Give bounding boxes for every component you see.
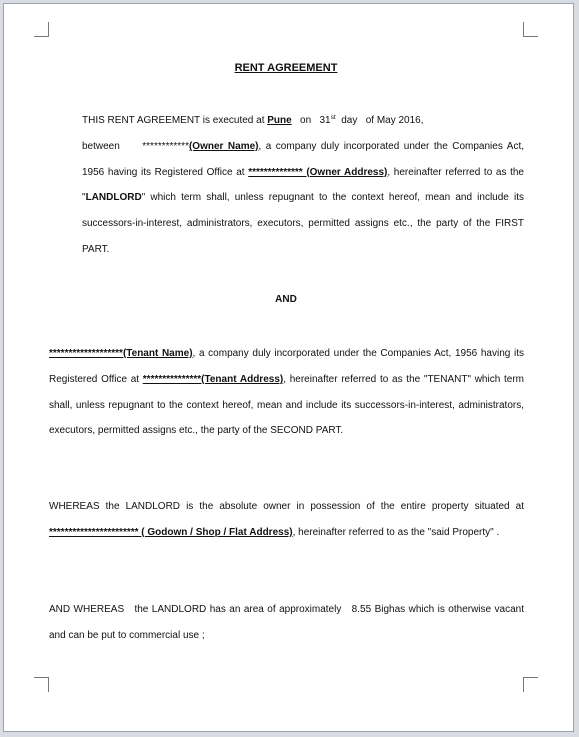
tenant-text-2: , hereinafter referred to as the "TENANT" which term shall, unless repugnant to the context hereof, mean and include its successors-in-interest, administrators, executors, permitted assigns etc., the party of the SECOND PART. <box>49 373 524 437</box>
whereas-text-1: WHEREAS the LANDLORD is the absolute owner in possession of the entire property situated at <box>49 501 524 512</box>
landlord-term: LANDLORD <box>85 192 142 204</box>
intro-text-3: day of May 2016, <box>335 115 424 126</box>
and-heading: AND <box>275 294 297 305</box>
whereas-text-2: , hereinafter referred to as the "said Property" . <box>292 526 500 538</box>
intro-text-6: , hereinafter referred to as the " <box>82 166 524 204</box>
and-whereas-paragraph: AND WHEREAS the LANDLORD has an area of approximately 8.55 Bighas which is otherwise vacant and can be put to commercial use ; <box>49 604 527 641</box>
place-name: Pune <box>267 115 292 126</box>
crop-mark-top-left <box>34 22 49 37</box>
intro-text-1: THIS RENT AGREEMENT is executed at <box>82 115 268 126</box>
tenant-text-1: , a company duly incorporated under the Companies Act, 1956 having its Registered Office at <box>49 348 524 385</box>
crop-mark-bottom-right <box>523 677 538 692</box>
intro-text-5: , a company duly incorporated under the Companies Act, 1956 having its Registered Office at <box>82 140 525 178</box>
owner-address-placeholder: ************** (Owner Address) <box>248 166 388 178</box>
intro-text-7: " which term shall, unless repugnant to the context hereof, mean and include its successors-in-interest, administrators, executors, permitted assigns etc., the party of the FIRST PART. <box>82 192 524 255</box>
tenant-name-placeholder: *******************(Tenant Name) <box>49 348 193 359</box>
crop-mark-bottom-left <box>34 677 49 692</box>
whereas-paragraph <box>49 494 524 546</box>
intro-paragraph <box>82 108 524 263</box>
property-address-placeholder: *********************** ( Godown / Shop / Flat Address) <box>49 526 293 538</box>
owner-name-placeholder: (Owner Name) <box>188 140 259 152</box>
document-page <box>3 3 574 732</box>
crop-mark-top-right <box>523 22 538 37</box>
tenant-address-placeholder: ***************(Tenant Address) <box>142 373 284 385</box>
document-title: RENT AGREEMENT <box>234 62 338 74</box>
owner-stars: ************ <box>142 140 189 152</box>
intro-text-4: between <box>82 140 143 152</box>
tenant-paragraph <box>49 341 524 444</box>
intro-text-2: on 31 <box>291 115 331 126</box>
day-suffix: st <box>330 114 336 121</box>
